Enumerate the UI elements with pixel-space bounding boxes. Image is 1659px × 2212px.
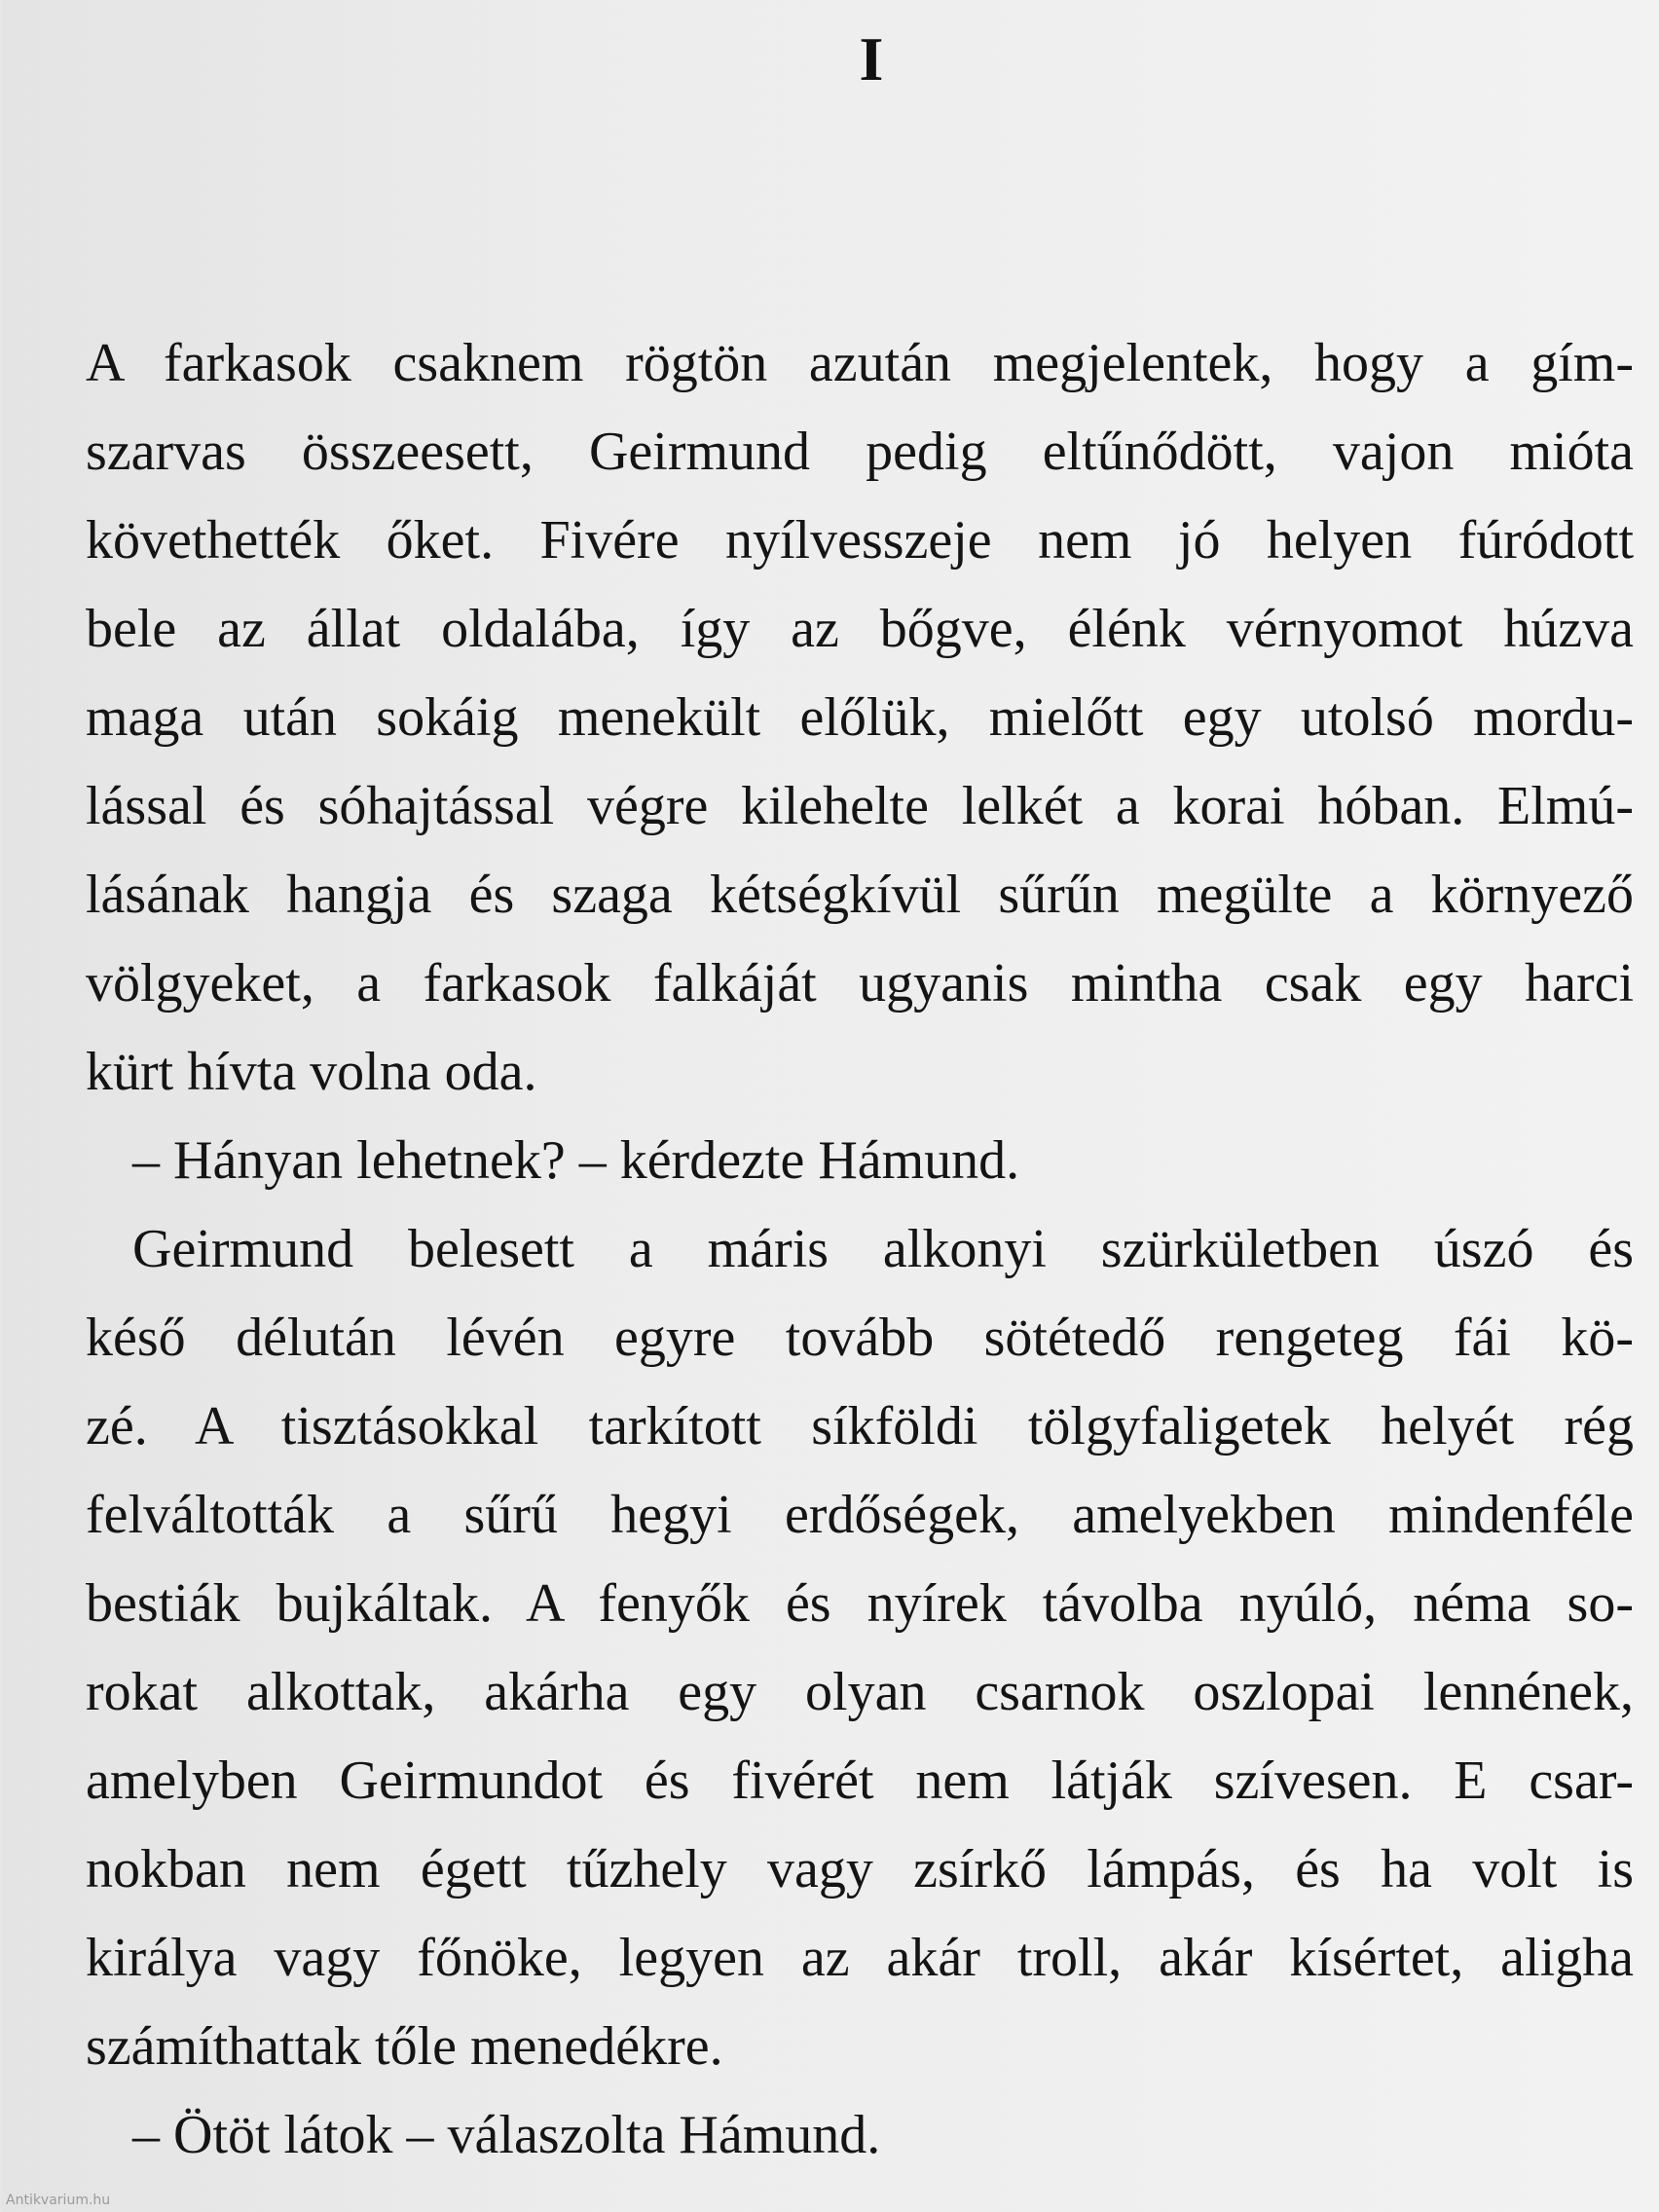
text-line: felváltották a sűrű hegyi erdőségek, amelyekben mindenféle	[86, 1485, 1634, 1545]
text-line: – Ötöt látok – válaszolta Hámund.	[132, 2105, 881, 2165]
text-line: maga után sokáig menekült előlük, mielőtt egy utolsó mordu-	[86, 687, 1634, 748]
text-line: követhették őket. Fivére nyílvesszeje nem jó helyen fúródott	[86, 510, 1634, 571]
text-line: Geirmund belesett a máris alkonyi szürkületben úszó és	[132, 1219, 1634, 1279]
chapter-number: I	[859, 24, 884, 93]
text-line: késő délután lévén egyre tovább sötétedő rengeteg fái kö-	[86, 1308, 1634, 1368]
text-line: zé. A tisztásokkal tarkított síkföldi tölgyfaligetek helyét rég	[86, 1396, 1634, 1456]
text-line: – Hányan lehetnek? – kérdezte Hámund.	[132, 1130, 1020, 1191]
text-line: amelyben Geirmundot és fivérét nem látják szívesen. E csar-	[86, 1751, 1634, 1811]
text-line: rokat alkottak, akárha egy olyan csarnok oszlopai lennének,	[86, 1662, 1634, 1722]
text-line: bele az állat oldalába, így az bőgve, élénk vérnyomot húzva	[86, 599, 1634, 659]
text-line: számíthattak tőle menedékre.	[86, 2016, 723, 2077]
body-text	[86, 319, 1634, 2180]
text-line: kürt hívta volna oda.	[86, 1042, 537, 1102]
text-line: szarvas összeesett, Geirmund pedig eltűnődött, vajon mióta	[86, 422, 1634, 482]
text-line: völgyeket, a farkasok falkáját ugyanis mintha csak egy harci	[86, 953, 1634, 1014]
text-line: lással és sóhajtással végre kilehelte lelkét a korai hóban. Elmú-	[86, 776, 1634, 836]
text-line: királya vagy főnöke, legyen az akár troll, akár kísértet, aligha	[86, 1928, 1634, 1988]
text-line: nokban nem égett tűzhely vagy zsírkő lámpás, és ha volt is	[86, 1839, 1634, 1899]
watermark: Antikvarium.hu	[6, 2193, 111, 2208]
text-line: bestiák bujkáltak. A fenyők és nyírek távolba nyúló, néma so-	[86, 1573, 1634, 1634]
text-line: A farkasok csaknem rögtön azután megjelentek, hogy a gím-	[86, 333, 1634, 393]
text-line: lásának hangja és szaga kétségkívül sűrűn megülte a környező	[86, 865, 1634, 925]
